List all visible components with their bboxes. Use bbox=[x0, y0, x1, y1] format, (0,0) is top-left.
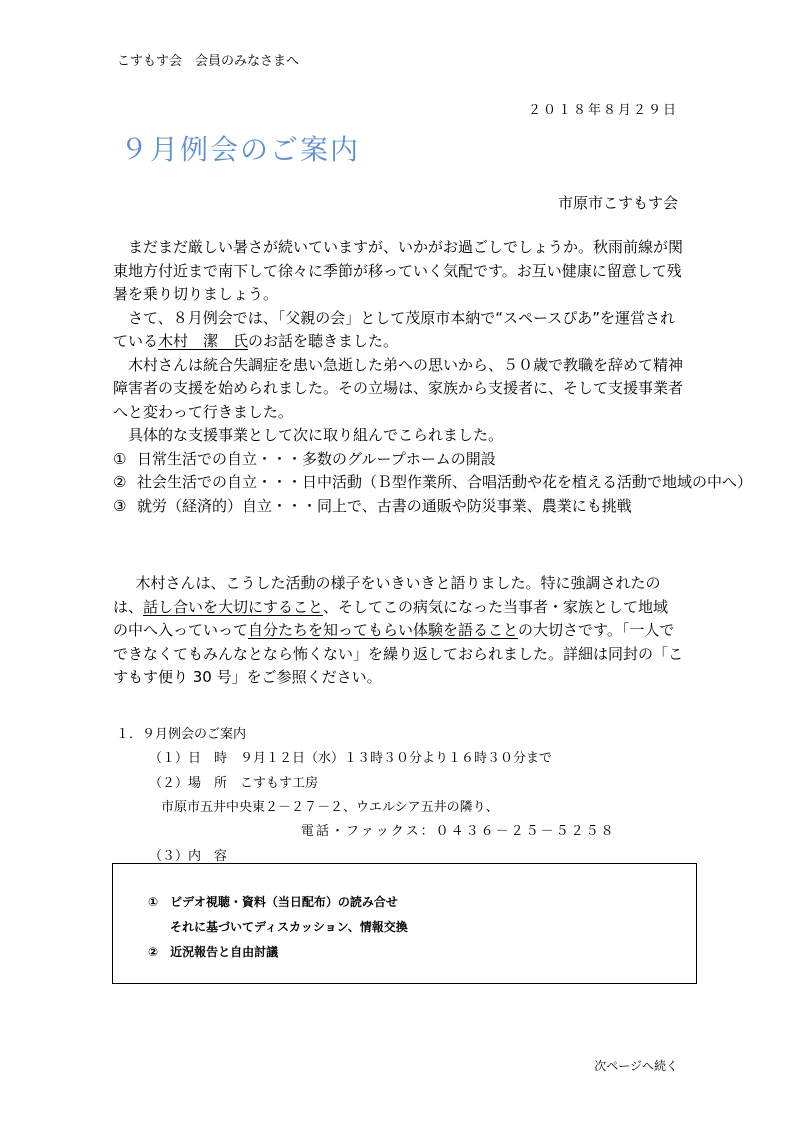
addressee: こすもす会 会員のみなさまへ bbox=[117, 54, 300, 69]
content-item-1-detail: それに基づいてディスカッション、情報交換 bbox=[170, 920, 408, 934]
meeting-datetime: （１）日 時 ９月１２日（水）１３時３０分より１６時３０分まで bbox=[149, 751, 553, 766]
meeting-phone: 電話・ファックス：０４３６－２５－５２５８ bbox=[301, 824, 616, 839]
list-text: 就労（経済的）自立・・・同上で、古書の通販や防災事業、農業にも挑戦 bbox=[137, 496, 632, 515]
page-title: ９月例会のご案内 bbox=[120, 133, 361, 166]
content-item-1: ① ビデオ視聴・資料（当日配布）の読み合せ bbox=[148, 895, 398, 909]
list-number: ② bbox=[113, 473, 127, 491]
next-page-note: 次ページへ続く bbox=[594, 1059, 678, 1073]
section-heading: １．９月例会のご案内 bbox=[116, 727, 247, 742]
list-text: 日常生活での自立・・・多数のグループホームの開設 bbox=[137, 449, 496, 468]
para5-text-c: の大切さです。「一人でできなくてもみんなとなら怖くない」を繰り返しておられました。詳細は同封の「こすもす便り 30 号」をご参照ください。 bbox=[113, 621, 684, 686]
content-box bbox=[112, 863, 697, 984]
paragraph-activities-intro: 具体的な支援事業として次に取り組んでこられました。 bbox=[128, 426, 504, 444]
meeting-place: （２）場 所 こすもす工房 bbox=[149, 776, 319, 791]
emphasis-experience: 自分たちを知ってもらい体験を語ること bbox=[248, 621, 519, 639]
emphasis-dialogue: 話し合いを大切にすること bbox=[143, 597, 324, 616]
list-item bbox=[113, 495, 683, 519]
list-number: ③ bbox=[113, 496, 127, 515]
para5-text-a: 木村さんは、こうした活動の様子をいきいきと語りました。特に強調されたのは、 bbox=[113, 574, 661, 616]
content-label: （３）内 容 bbox=[149, 849, 228, 864]
list-item bbox=[113, 448, 683, 472]
paragraph-summary bbox=[113, 572, 683, 690]
list-item bbox=[113, 471, 753, 495]
para5-text-b: 、そしてこの病気になった当事者・家族として地域の中へ入っていって bbox=[113, 597, 669, 639]
content-item-2: ② 近況報告と自由討議 bbox=[148, 945, 279, 959]
paragraph-greeting: まだまだ厳しい暑さが続いていますが、いかがお過ごしでしょうか。秋雨前線が関東地方付近まで南下して徐々に季節が移っていく気配です。お互い健康に留意して残暑を乗り切りましょう。 bbox=[113, 238, 684, 303]
meeting-address: 市原市五井中央東２－２７－２、ウエルシア五井の隣り、 bbox=[161, 800, 499, 815]
paragraph-background: 木村さんは統合失調症を患い急逝した弟への思いから、５０歳で教職を辞めて精神障害者の支援を始められました。その立場は、家族から支援者に、そして支援事業者へと変わって行きました。 bbox=[113, 355, 684, 421]
body-text bbox=[113, 236, 753, 518]
para2-text-a: さて、８月例会では、「父親の会」として茂原市本納で“スペースぴあ”を運営されている bbox=[113, 308, 675, 350]
paragraph-august-meeting bbox=[113, 307, 683, 354]
para2-text-b: のお話を聴きました。 bbox=[248, 332, 399, 350]
document-date: ２０１８年８月２９日 bbox=[527, 103, 678, 118]
speaker-name: 木村 潔 氏 bbox=[158, 332, 249, 350]
summary-text bbox=[113, 572, 683, 690]
list-number: ① bbox=[113, 449, 127, 468]
list-text: 社会生活での自立・・・日中活動（Ｂ型作業所、合唱活動や花を植える活動で地域の中へ） bbox=[137, 473, 753, 491]
organization-name: 市原市こすもす会 bbox=[557, 194, 678, 212]
